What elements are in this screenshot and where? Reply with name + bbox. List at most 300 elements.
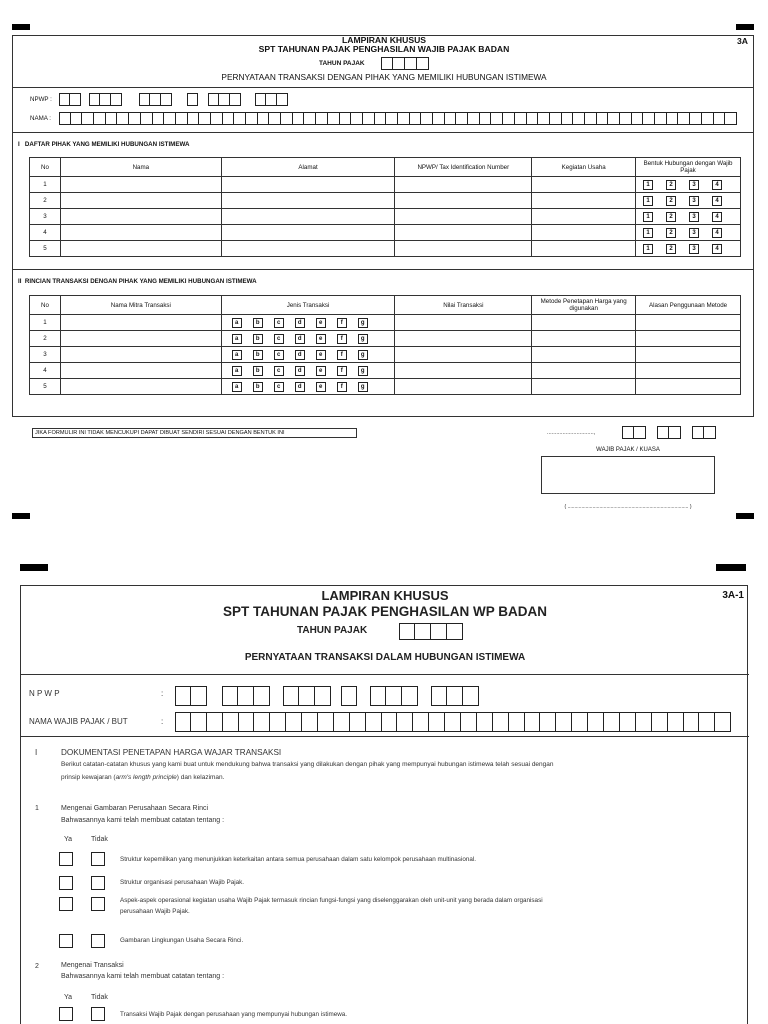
char-box[interactable] bbox=[604, 712, 620, 732]
cell-input[interactable] bbox=[60, 193, 221, 209]
section1-title: I DAFTAR PIHAK YANG MEMILIKI HUBUNGAN ISTIMEWA bbox=[18, 141, 190, 148]
tax-year-label-2: TAHUN PAJAK bbox=[297, 625, 368, 636]
cell-input[interactable] bbox=[395, 209, 532, 225]
section2-title: II RINCIAN TRANSAKSI DENGAN PIHAK YANG MEMILIKI HUBUNGAN ISTIMEWA bbox=[18, 278, 257, 285]
relation-options bbox=[636, 225, 741, 241]
name-line: ( ....................................................................................... ) bbox=[564, 504, 692, 510]
cell-input[interactable] bbox=[395, 379, 532, 395]
transaction-type-options bbox=[221, 363, 395, 379]
char-box[interactable] bbox=[239, 712, 255, 732]
transaction-option-box[interactable]: b bbox=[253, 318, 263, 328]
transaction-option-box[interactable]: f bbox=[337, 350, 347, 360]
transaction-type-options bbox=[221, 331, 395, 347]
cell-input[interactable] bbox=[395, 363, 532, 379]
signature-box[interactable] bbox=[541, 456, 715, 494]
char-box[interactable] bbox=[175, 712, 191, 732]
relation-option-box[interactable]: 2 bbox=[666, 180, 676, 190]
footer-note: JIKA FORMULIR INI TIDAK MENCUKUPI DAPAT DIBUAT SENDIRI SESUAI DENGAN BENTUK INI bbox=[32, 428, 357, 438]
transaction-option-box[interactable]: f bbox=[337, 318, 347, 328]
char-box[interactable] bbox=[269, 112, 281, 125]
char-box[interactable] bbox=[350, 712, 366, 732]
char-box[interactable] bbox=[223, 112, 235, 125]
char-box[interactable] bbox=[456, 112, 468, 125]
transaction-option-box[interactable]: b bbox=[253, 350, 263, 360]
row-number: 3 bbox=[30, 347, 61, 363]
cell-input[interactable] bbox=[532, 331, 636, 347]
column-header: NPWP/ Tax Identification Number bbox=[395, 158, 532, 177]
char-box[interactable] bbox=[655, 112, 667, 125]
relation-option-box[interactable]: 4 bbox=[712, 180, 722, 190]
transaction-option-box[interactable]: e bbox=[316, 334, 326, 344]
transaction-type-options bbox=[221, 315, 395, 331]
char-box[interactable] bbox=[678, 112, 690, 125]
transaction-option-box[interactable]: a bbox=[232, 334, 242, 344]
relation-option-box[interactable]: 3 bbox=[689, 244, 699, 254]
column-header: No bbox=[30, 158, 61, 177]
char-box[interactable] bbox=[117, 112, 129, 125]
char-box[interactable] bbox=[328, 112, 340, 125]
table-row bbox=[30, 209, 741, 225]
char-box[interactable] bbox=[286, 712, 302, 732]
nama-input-2[interactable] bbox=[175, 712, 731, 732]
tax-year-input[interactable] bbox=[381, 57, 429, 70]
transaction-option-box[interactable]: d bbox=[295, 318, 305, 328]
npwp-input[interactable] bbox=[59, 93, 309, 106]
column-header: Alamat bbox=[221, 158, 395, 177]
item-ownership-structure: Struktur kepemilikan yang menunjukkan keterkaitan antara semua perusahaan dalam satu kelompok perusahaan multinasional. bbox=[120, 856, 476, 863]
form-3a bbox=[12, 35, 754, 417]
relation-option-box[interactable]: 3 bbox=[689, 180, 699, 190]
char-box[interactable] bbox=[715, 712, 731, 732]
char-box[interactable] bbox=[725, 112, 737, 125]
statement-title: PERNYATAAN TRANSAKSI DENGAN PIHAK YANG MEMILIKI HUBUNGAN ISTIMEWA bbox=[221, 72, 547, 82]
cell-input[interactable] bbox=[60, 331, 221, 347]
cell-input[interactable] bbox=[395, 177, 532, 193]
char-box[interactable] bbox=[410, 112, 422, 125]
cell-input[interactable] bbox=[395, 241, 532, 257]
form2-statement-title: PERNYATAAN TRANSAKSI DALAM HUBUNGAN ISTIMEWA bbox=[244, 652, 526, 663]
column-header: Bentuk Hubungan dengan Wajib Pajak bbox=[636, 158, 741, 177]
char-box[interactable] bbox=[304, 112, 316, 125]
item-related-transactions: Transaksi Wajib Pajak dengan perusahaan yang mempunyai hubungan istimewa. bbox=[120, 1011, 348, 1018]
char-box[interactable] bbox=[176, 112, 188, 125]
transaction-option-box[interactable]: g bbox=[358, 334, 368, 344]
form-code: 3A bbox=[737, 36, 748, 46]
form2-code: 3A-1 bbox=[722, 590, 744, 601]
relation-options bbox=[636, 241, 741, 257]
form-title: LAMPIRAN KHUSUS bbox=[341, 35, 427, 45]
registration-mark bbox=[12, 513, 30, 519]
ya-checkbox[interactable] bbox=[59, 852, 73, 866]
table-row bbox=[30, 241, 741, 257]
char-box[interactable] bbox=[445, 112, 457, 125]
cell-input[interactable] bbox=[532, 177, 636, 193]
table-row bbox=[30, 379, 741, 395]
relation-option-box[interactable]: 4 bbox=[712, 196, 722, 206]
table-row bbox=[30, 193, 741, 209]
transaction-option-box[interactable]: b bbox=[253, 334, 263, 344]
char-box[interactable] bbox=[636, 712, 652, 732]
row-number: 2 bbox=[30, 193, 61, 209]
cell-input[interactable] bbox=[636, 347, 741, 363]
char-box[interactable] bbox=[316, 112, 328, 125]
char-box[interactable] bbox=[302, 712, 318, 732]
relation-option-box[interactable]: 1 bbox=[643, 244, 653, 254]
char-box[interactable] bbox=[382, 712, 398, 732]
cell-input[interactable] bbox=[60, 225, 221, 241]
colon: : bbox=[161, 689, 164, 698]
transaction-option-box[interactable]: a bbox=[232, 350, 242, 360]
row-number: 2 bbox=[30, 331, 61, 347]
char-box[interactable] bbox=[525, 712, 541, 732]
tidak-checkbox[interactable] bbox=[91, 876, 105, 890]
section1-intro-a: Berikut catatan-catatan khusus yang kami buat untuk mendukung bahwa transaksi yang dilakukan dengan pihak yang mempunyai hubungan istimewa telah sesuai dengan bbox=[61, 761, 554, 768]
tidak-header: Tidak bbox=[91, 994, 108, 1001]
npwp-label: NPWP : bbox=[30, 96, 52, 103]
char-box[interactable] bbox=[573, 112, 585, 125]
char-box[interactable] bbox=[515, 112, 527, 125]
char-box[interactable] bbox=[433, 112, 445, 125]
char-box[interactable] bbox=[699, 712, 715, 732]
ya-header: Ya bbox=[64, 994, 73, 1001]
cell-input[interactable] bbox=[395, 193, 532, 209]
colon: : bbox=[161, 717, 164, 726]
char-box[interactable] bbox=[223, 712, 239, 732]
transaction-option-box[interactable]: a bbox=[232, 318, 242, 328]
char-box[interactable] bbox=[690, 112, 702, 125]
transaction-type-options bbox=[221, 347, 395, 363]
cell-input[interactable] bbox=[532, 363, 636, 379]
transaction-option-box[interactable]: c bbox=[274, 318, 284, 328]
char-box[interactable] bbox=[461, 712, 477, 732]
relation-options bbox=[636, 209, 741, 225]
relation-option-box[interactable]: 1 bbox=[643, 228, 653, 238]
registration-mark bbox=[12, 24, 30, 30]
char-box[interactable] bbox=[445, 712, 461, 732]
item-business-environment: Gambaran Lingkungan Usaha Secara Rinci. bbox=[120, 937, 244, 944]
item-org-structure: Struktur organisasi perusahaan Wajib Pajak. bbox=[120, 879, 245, 886]
char-box[interactable] bbox=[550, 112, 562, 125]
char-box[interactable] bbox=[234, 112, 246, 125]
cell-input[interactable] bbox=[60, 379, 221, 395]
column-header: Alasan Penggunaan Metode bbox=[636, 296, 741, 315]
char-box[interactable] bbox=[386, 112, 398, 125]
relation-option-box[interactable]: 3 bbox=[689, 196, 699, 206]
cell-input[interactable] bbox=[532, 347, 636, 363]
char-box[interactable] bbox=[153, 112, 165, 125]
relation-option-box[interactable]: 1 bbox=[643, 180, 653, 190]
ya-checkbox[interactable] bbox=[59, 934, 73, 948]
tidak-header: Tidak bbox=[91, 836, 108, 843]
char-box[interactable] bbox=[477, 712, 493, 732]
transaction-option-box[interactable]: f bbox=[337, 366, 347, 376]
table-row bbox=[30, 331, 741, 347]
cell-input[interactable] bbox=[532, 225, 636, 241]
row-number: 5 bbox=[30, 379, 61, 395]
char-box[interactable] bbox=[468, 112, 480, 125]
relation-option-box[interactable]: 1 bbox=[643, 212, 653, 222]
relation-option-box[interactable]: 4 bbox=[712, 212, 722, 222]
char-box[interactable] bbox=[340, 112, 352, 125]
cell-input[interactable] bbox=[221, 177, 395, 193]
row-number: 4 bbox=[30, 225, 61, 241]
char-box[interactable] bbox=[684, 712, 700, 732]
cell-input[interactable] bbox=[60, 347, 221, 363]
transaction-option-box[interactable]: d bbox=[295, 366, 305, 376]
tidak-checkbox[interactable] bbox=[91, 897, 105, 911]
cell-input[interactable] bbox=[60, 241, 221, 257]
relation-options bbox=[636, 193, 741, 209]
registration-mark bbox=[20, 564, 48, 571]
cell-input[interactable] bbox=[532, 209, 636, 225]
char-box[interactable] bbox=[141, 112, 153, 125]
relation-option-box[interactable]: 4 bbox=[712, 228, 722, 238]
char-box[interactable] bbox=[597, 112, 609, 125]
ya-checkbox[interactable] bbox=[59, 876, 73, 890]
part2-title: Mengenai Transaksi bbox=[61, 962, 124, 969]
transaction-option-box[interactable]: c bbox=[274, 334, 284, 344]
char-box[interactable] bbox=[585, 112, 597, 125]
column-header: Nilai Transaksi bbox=[395, 296, 532, 315]
char-box[interactable] bbox=[59, 112, 71, 125]
transaction-option-box[interactable]: d bbox=[295, 334, 305, 344]
row-number: 5 bbox=[30, 241, 61, 257]
char-box[interactable] bbox=[491, 112, 503, 125]
char-box[interactable] bbox=[164, 112, 176, 125]
cell-input[interactable] bbox=[532, 241, 636, 257]
transaction-option-box[interactable]: c bbox=[274, 350, 284, 360]
row-number: 4 bbox=[30, 363, 61, 379]
transaction-option-box[interactable]: d bbox=[295, 382, 305, 392]
column-header: Nama Mitra Transaksi bbox=[60, 296, 221, 315]
char-box[interactable] bbox=[397, 712, 413, 732]
tax-year-input-2[interactable] bbox=[399, 623, 463, 640]
transaction-option-box[interactable]: c bbox=[274, 366, 284, 376]
char-box[interactable] bbox=[493, 712, 509, 732]
row-number: 1 bbox=[30, 177, 61, 193]
section1-title-2: DOKUMENTASI PENETAPAN HARGA WAJAR TRANSAKSI bbox=[61, 748, 282, 757]
form2-subtitle: SPT TAHUNAN PAJAK PENGHASILAN WP BADAN bbox=[222, 604, 547, 619]
char-box[interactable] bbox=[556, 712, 572, 732]
char-box[interactable] bbox=[199, 112, 211, 125]
cell-input[interactable] bbox=[636, 331, 741, 347]
form-3a-1 bbox=[20, 585, 748, 1024]
char-box[interactable] bbox=[572, 712, 588, 732]
column-header: Metode Penetapan Harga yang digunakan bbox=[532, 296, 636, 315]
transaction-option-box[interactable]: e bbox=[316, 382, 326, 392]
part2-num: 2 bbox=[35, 963, 39, 970]
table-row bbox=[30, 177, 741, 193]
part1-num: 1 bbox=[35, 805, 39, 812]
item-operational-aspects-cont: perusahaan Wajib Pajak. bbox=[120, 908, 190, 915]
item-operational-aspects: Aspek-aspek operasional kegiatan usaha Wajib Pajak termasuk rincian fungsi-fungsi yang diselenggarakan oleh unit-unit yang berada dalam organisasi bbox=[120, 897, 543, 904]
char-box[interactable] bbox=[375, 112, 387, 125]
char-box[interactable] bbox=[366, 712, 382, 732]
char-box[interactable] bbox=[258, 112, 270, 125]
transaction-option-box[interactable]: b bbox=[253, 366, 263, 376]
ya-header: Ya bbox=[64, 836, 73, 843]
tidak-checkbox[interactable] bbox=[91, 1007, 105, 1021]
nama-input[interactable] bbox=[59, 112, 737, 125]
char-box[interactable] bbox=[421, 112, 433, 125]
cell-input[interactable] bbox=[532, 315, 636, 331]
transaction-option-box[interactable]: c bbox=[274, 382, 284, 392]
transaction-option-box[interactable]: a bbox=[232, 382, 242, 392]
relation-option-box[interactable]: 2 bbox=[666, 196, 676, 206]
char-box[interactable] bbox=[207, 712, 223, 732]
char-box[interactable] bbox=[527, 112, 539, 125]
signer-label: WAJIB PAJAK / KUASA bbox=[596, 447, 660, 453]
relation-option-box[interactable]: 4 bbox=[712, 244, 722, 254]
cell-input[interactable] bbox=[395, 331, 532, 347]
relation-option-box[interactable]: 3 bbox=[689, 212, 699, 222]
nama-label: NAMA : bbox=[30, 115, 51, 122]
cell-input[interactable] bbox=[395, 225, 532, 241]
char-box[interactable] bbox=[620, 712, 636, 732]
char-box[interactable] bbox=[620, 112, 632, 125]
cell-input[interactable] bbox=[221, 193, 395, 209]
char-box[interactable] bbox=[191, 712, 207, 732]
nama-label-2: NAMA WAJIB PAJAK / BUT bbox=[29, 717, 128, 726]
char-box[interactable] bbox=[632, 112, 644, 125]
cell-input[interactable] bbox=[636, 379, 741, 395]
char-box[interactable] bbox=[562, 112, 574, 125]
relation-option-box[interactable]: 1 bbox=[643, 196, 653, 206]
table-row bbox=[30, 225, 741, 241]
char-box[interactable] bbox=[643, 112, 655, 125]
registration-mark bbox=[716, 564, 746, 571]
related-parties-table bbox=[29, 157, 741, 257]
char-box[interactable] bbox=[254, 712, 270, 732]
date-place: .............................., bbox=[547, 430, 596, 436]
table-row bbox=[30, 315, 741, 331]
column-header: Kegiatan Usaha bbox=[532, 158, 636, 177]
char-box[interactable] bbox=[652, 712, 668, 732]
cell-input[interactable] bbox=[60, 315, 221, 331]
section1-intro-b: prinsip kewajaran (arm's length principle) dan kelaziman. bbox=[61, 774, 225, 781]
char-box[interactable] bbox=[270, 712, 286, 732]
form-subtitle: SPT TAHUNAN PAJAK PENGHASILAN WAJIB PAJAK BADAN bbox=[258, 44, 510, 54]
cell-input[interactable] bbox=[221, 225, 395, 241]
transaction-option-box[interactable]: f bbox=[337, 382, 347, 392]
cell-input[interactable] bbox=[60, 209, 221, 225]
part2-subtitle: Bahwasannya kami telah membuat catatan tentang : bbox=[61, 973, 225, 980]
column-header: No bbox=[30, 296, 61, 315]
char-box[interactable] bbox=[106, 112, 118, 125]
char-box[interactable] bbox=[211, 112, 223, 125]
transactions-table bbox=[29, 295, 741, 395]
transaction-option-box[interactable]: a bbox=[232, 366, 242, 376]
char-box[interactable] bbox=[398, 112, 410, 125]
char-box[interactable] bbox=[702, 112, 714, 125]
char-box[interactable] bbox=[668, 712, 684, 732]
char-box[interactable] bbox=[429, 712, 445, 732]
cell-input[interactable] bbox=[532, 193, 636, 209]
section-num-I: I bbox=[35, 748, 38, 757]
npwp-input-2[interactable] bbox=[175, 686, 535, 706]
char-box[interactable] bbox=[82, 112, 94, 125]
char-box[interactable] bbox=[714, 112, 726, 125]
registration-mark bbox=[736, 513, 754, 519]
table-row bbox=[30, 363, 741, 379]
cell-input[interactable] bbox=[395, 347, 532, 363]
transaction-option-box[interactable]: e bbox=[316, 350, 326, 360]
part1-subtitle: Bahwasannya kami telah membuat catatan tentang : bbox=[61, 817, 225, 824]
char-box[interactable] bbox=[246, 112, 258, 125]
transaction-option-box[interactable]: e bbox=[316, 318, 326, 328]
transaction-option-box[interactable]: g bbox=[358, 318, 368, 328]
transaction-option-box[interactable]: g bbox=[358, 382, 368, 392]
relation-option-box[interactable]: 3 bbox=[689, 228, 699, 238]
cell-input[interactable] bbox=[221, 209, 395, 225]
char-box[interactable] bbox=[588, 712, 604, 732]
char-box[interactable] bbox=[363, 112, 375, 125]
ya-checkbox[interactable] bbox=[59, 897, 73, 911]
table-row bbox=[30, 347, 741, 363]
npwp-label-2: N P W P bbox=[29, 689, 60, 698]
row-number: 3 bbox=[30, 209, 61, 225]
cell-input[interactable] bbox=[60, 177, 221, 193]
char-box[interactable] bbox=[293, 112, 305, 125]
date-input[interactable] bbox=[622, 426, 722, 439]
char-box[interactable] bbox=[94, 112, 106, 125]
char-box[interactable] bbox=[540, 712, 556, 732]
row-number: 1 bbox=[30, 315, 61, 331]
column-header: Nama bbox=[60, 158, 221, 177]
form2-title: LAMPIRAN KHUSUS bbox=[321, 588, 449, 603]
char-box[interactable] bbox=[538, 112, 550, 125]
tidak-checkbox[interactable] bbox=[91, 934, 105, 948]
ya-checkbox[interactable] bbox=[59, 1007, 73, 1021]
char-box[interactable] bbox=[413, 712, 429, 732]
cell-input[interactable] bbox=[636, 315, 741, 331]
char-box[interactable] bbox=[351, 112, 363, 125]
char-box[interactable] bbox=[188, 112, 200, 125]
char-box[interactable] bbox=[129, 112, 141, 125]
part1-title: Mengenai Gambaran Perusahaan Secara Rinci bbox=[61, 805, 209, 812]
cell-input[interactable] bbox=[221, 241, 395, 257]
transaction-option-box[interactable]: g bbox=[358, 350, 368, 360]
cell-input[interactable] bbox=[532, 379, 636, 395]
column-header: Jenis Transaksi bbox=[221, 296, 395, 315]
char-box[interactable] bbox=[667, 112, 679, 125]
cell-input[interactable] bbox=[60, 363, 221, 379]
transaction-option-box[interactable]: e bbox=[316, 366, 326, 376]
transaction-option-box[interactable]: d bbox=[295, 350, 305, 360]
relation-option-box[interactable]: 2 bbox=[666, 244, 676, 254]
relation-option-box[interactable]: 2 bbox=[666, 228, 676, 238]
transaction-option-box[interactable]: b bbox=[253, 382, 263, 392]
char-box[interactable] bbox=[509, 712, 525, 732]
char-box[interactable] bbox=[480, 112, 492, 125]
registration-mark bbox=[736, 24, 754, 30]
transaction-type-options bbox=[221, 379, 395, 395]
char-box[interactable] bbox=[334, 712, 350, 732]
char-box[interactable] bbox=[503, 112, 515, 125]
tax-year-label: TAHUN PAJAK bbox=[319, 60, 365, 67]
transaction-option-box[interactable]: f bbox=[337, 334, 347, 344]
cell-input[interactable] bbox=[395, 315, 532, 331]
cell-input[interactable] bbox=[636, 363, 741, 379]
char-box[interactable] bbox=[71, 112, 83, 125]
char-box[interactable] bbox=[318, 712, 334, 732]
transaction-option-box[interactable]: g bbox=[358, 366, 368, 376]
char-box[interactable] bbox=[608, 112, 620, 125]
char-box[interactable] bbox=[281, 112, 293, 125]
relation-option-box[interactable]: 2 bbox=[666, 212, 676, 222]
relation-options bbox=[636, 177, 741, 193]
tidak-checkbox[interactable] bbox=[91, 852, 105, 866]
